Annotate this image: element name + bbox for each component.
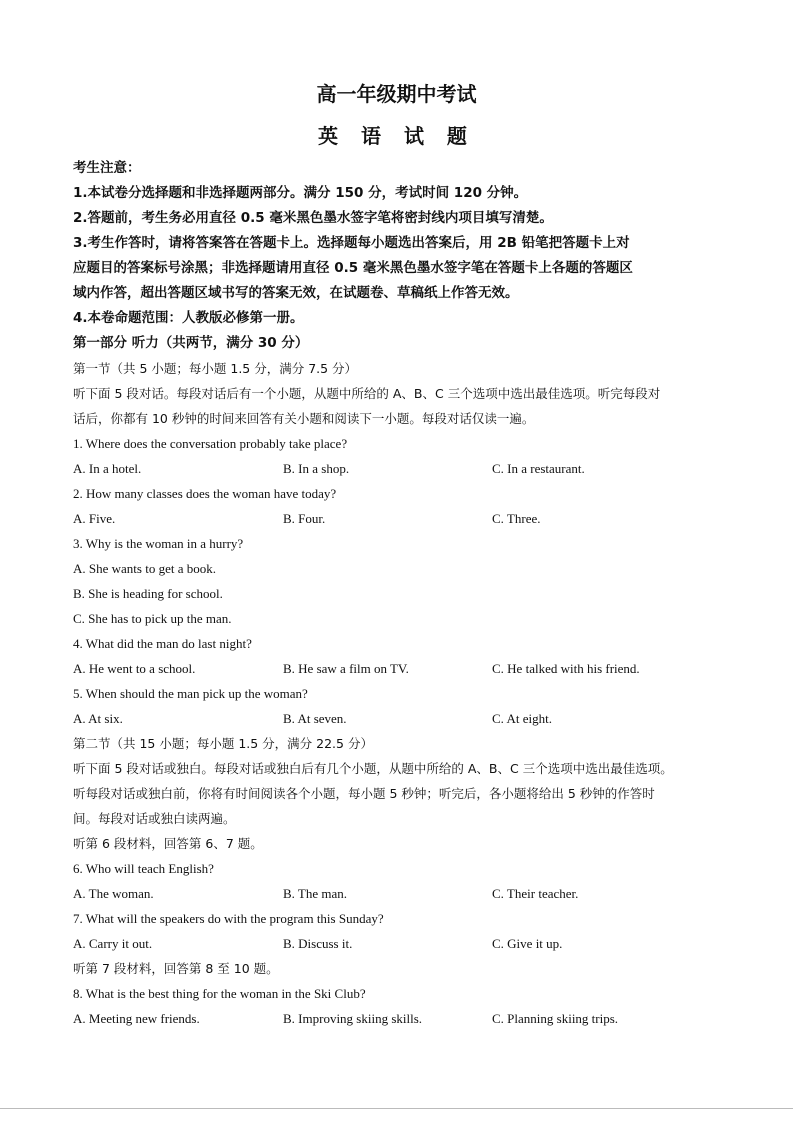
question-text: 4. What did the man do last night? (73, 636, 252, 651)
material-note: 听第 7 段材料，回答第 8 至 10 题。 (73, 961, 279, 976)
option-a: A. The woman. (73, 886, 154, 901)
option-a: A. In a hotel. (73, 461, 142, 476)
exam-title: 高一年级期中考试 (316, 82, 477, 106)
section-heading: 第二节（共 15 小题；每小题 1.5 分，满分 22.5 分） (73, 736, 373, 751)
notice-item: 2.答题前，考生务必用直径 0.5 毫米黑色墨水签字笔将密封线内项目填写清楚。 (73, 210, 553, 226)
option-a: A. Carry it out. (73, 936, 153, 951)
section-instructions: 听每段对话或独白前，你将有时间阅读各个小题，每小题 5 秒钟；听完后，各小题将给出 5 秒钟的作答时 (73, 786, 655, 801)
option-a: A. Meeting new friends. (73, 1011, 200, 1026)
section-instructions: 听下面 5 段对话。每段对话后有一个小题，从题中所给的 A、B、C 三个选项中选出最佳选项。听完每段对 (73, 386, 661, 401)
notice-item: 3.考生作答时，请将答案答在答题卡上。选择题每小题选出答案后，用 2B 铅笔把答题卡上对 (73, 235, 630, 251)
option-c: C. In a restaurant. (492, 461, 585, 476)
option-a: A. Five. (73, 511, 116, 526)
question-text: 5. When should the man pick up the woman? (73, 686, 308, 701)
notice-item: 1.本试卷分选择题和非选择题两部分。满分 150 分，考试时间 120 分钟。 (73, 185, 528, 201)
option-c: C. He talked with his friend. (492, 661, 640, 676)
option-c: C. Their teacher. (492, 886, 579, 901)
option-c: C. Planning skiing trips. (492, 1011, 619, 1026)
option-c: C. Three. (492, 511, 541, 526)
option-b: B. He saw a film on TV. (283, 661, 409, 676)
option-b: B. Improving skiing skills. (283, 1011, 423, 1026)
notice-item: 4.本卷命题范围：人教版必修第一册。 (73, 310, 304, 326)
part-heading: 第一部分 听力（共两节，满分 30 分） (73, 335, 309, 351)
question-text: 8. What is the best thing for the woman in the Ski Club? (73, 986, 366, 1001)
section-heading: 第一节（共 5 小题；每小题 1.5 分，满分 7.5 分） (73, 361, 358, 376)
page-bottom-divider (0, 1108, 793, 1109)
option-c: C. She has to pick up the man. (73, 611, 232, 626)
option-b: B. Four. (283, 511, 326, 526)
option-b: B. In a shop. (283, 461, 350, 476)
exam-subject: 英 语 试 题 (318, 124, 475, 148)
section-instructions: 话后，你都有 10 秒钟的时间来回答有关小题和阅读下一小题。每段对话仅读一遍。 (73, 411, 535, 426)
question-text: 2. How many classes does the woman have today? (73, 486, 337, 501)
option-a: A. He went to a school. (73, 661, 196, 676)
option-c: C. At eight. (492, 711, 552, 726)
question-text: 3. Why is the woman in a hurry? (73, 536, 244, 551)
option-a: A. At six. (73, 711, 123, 726)
notice-item: 应题目的答案标号涂黑；非选择题请用直径 0.5 毫米黑色墨水签字笔在答题卡上各题的答题区 (73, 260, 633, 276)
option-c: C. Give it up. (492, 936, 563, 951)
question-text: 6. Who will teach English? (73, 861, 214, 876)
option-b: B. The man. (283, 886, 348, 901)
notice-item: 域内作答，超出答题区域书写的答案无效，在试题卷、草稿纸上作答无效。 (73, 285, 519, 301)
section-instructions: 听下面 5 段对话或独白。每段对话或独白后有几个小题，从题中所给的 A、B、C 三个选项中选出最佳选项。 (73, 761, 673, 776)
question-text: 7. What will the speakers do with the program this Sunday? (73, 911, 384, 926)
option-b: B. At seven. (283, 711, 347, 726)
notice-heading: 考生注意： (73, 160, 141, 176)
section-instructions: 间。每段对话或独白读两遍。 (73, 811, 236, 826)
material-note: 听第 6 段材料，回答第 6、7 题。 (73, 836, 263, 851)
option-a: A. She wants to get a book. (73, 561, 216, 576)
option-b: B. She is heading for school. (73, 586, 223, 601)
question-text: 1. Where does the conversation probably take place? (73, 436, 348, 451)
option-b: B. Discuss it. (283, 936, 353, 951)
